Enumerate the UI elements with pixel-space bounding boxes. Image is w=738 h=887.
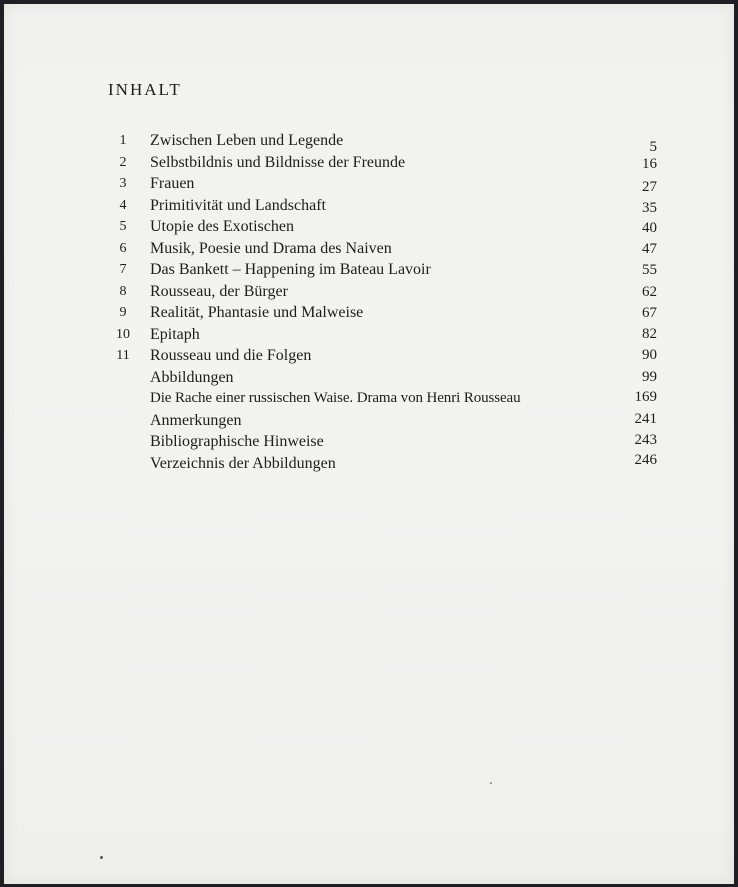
chapter-title: Primitivität und Landschaft	[150, 196, 326, 214]
page-number: 16	[642, 155, 657, 172]
chapter-number: 6	[119, 240, 127, 256]
toc-entry	[112, 431, 657, 453]
page-number: 246	[634, 451, 657, 468]
toc-entry	[112, 345, 657, 367]
page-title: INHALT	[108, 80, 182, 99]
toc-entry	[112, 324, 657, 346]
toc-entry	[112, 173, 657, 195]
chapter-number: 2	[119, 154, 127, 170]
page-number: 40	[642, 220, 657, 236]
page-number: 5	[649, 139, 657, 155]
page-number: 67	[642, 305, 657, 321]
chapter-number: 1	[119, 133, 127, 148]
chapter-title: Rousseau und die Folgen	[150, 347, 312, 364]
page-number: 27	[642, 179, 657, 195]
chapter-title: Bibliographische Hinweise	[150, 433, 324, 450]
toc-entry	[112, 388, 657, 410]
page-number: 169	[634, 389, 657, 405]
page-number: 82	[642, 325, 657, 342]
page-number: 35	[642, 199, 657, 216]
chapter-number: 9	[119, 305, 127, 320]
chapter-title: Das Bankett – Happening im Bateau Lavoir	[150, 261, 431, 278]
chapter-number: 10	[116, 326, 130, 342]
book-page	[4, 4, 734, 884]
table-of-contents	[112, 130, 657, 474]
toc-entry	[112, 259, 657, 281]
toc-entry	[112, 195, 657, 217]
chapter-number: 3	[119, 176, 127, 191]
page-number: 55	[642, 262, 657, 278]
chapter-number: 8	[119, 283, 127, 299]
toc-entry	[112, 152, 657, 174]
toc-entry	[112, 281, 657, 303]
chapter-title: Abbildungen	[150, 368, 234, 386]
toc-entry	[112, 238, 657, 260]
toc-entry	[112, 453, 657, 475]
chapter-number: 4	[119, 197, 127, 213]
chapter-title: Anmerkungen	[150, 411, 242, 429]
chapter-title: Selbstbildnis und Bildnisse der Freunde	[150, 153, 406, 171]
toc-entry	[112, 130, 657, 155]
page-number: 241	[634, 410, 657, 427]
chapter-title: Realität, Phantasie und Malweise	[150, 304, 364, 321]
toc-entry	[112, 302, 657, 324]
chapter-title: Frauen	[150, 175, 195, 192]
chapter-title: Musik, Poesie und Drama des Naiven	[150, 239, 392, 257]
chapter-title: Epitaph	[150, 325, 200, 343]
chapter-title: Utopie des Exotischen	[150, 218, 294, 235]
chapter-number: 7	[119, 262, 127, 277]
page-number: 243	[634, 432, 657, 448]
page-number: 47	[642, 240, 657, 257]
chapter-title: Verzeichnis der Abbildungen	[150, 454, 336, 472]
toc-entry	[112, 410, 657, 432]
chapter-title: Die Rache einer russischen Waise. Drama von Henri Rousseau	[150, 390, 521, 406]
toc-entry	[112, 216, 657, 238]
toc-entry	[112, 367, 657, 389]
chapter-number: 5	[119, 219, 127, 234]
chapter-number: 11	[116, 348, 130, 363]
paper-speck	[100, 856, 103, 859]
paper-speck	[490, 782, 492, 784]
page-number: 62	[642, 283, 657, 300]
page-number: 90	[642, 347, 657, 363]
chapter-title: Zwischen Leben und Legende	[150, 132, 344, 149]
chapter-title: Rousseau, der Bürger	[150, 282, 288, 300]
page-number: 99	[642, 368, 657, 385]
